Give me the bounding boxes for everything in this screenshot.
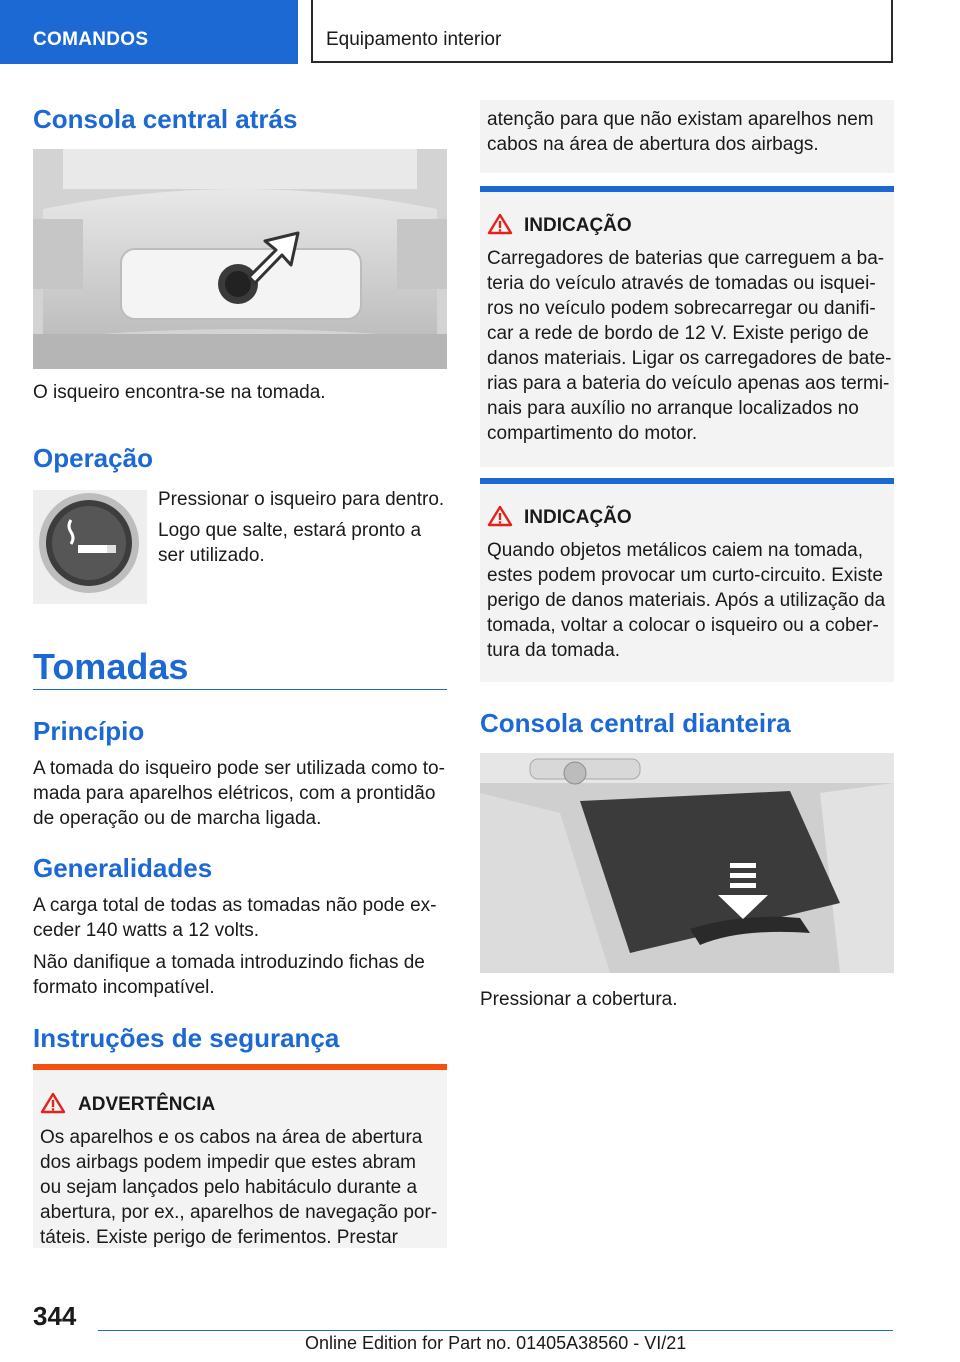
header-section-label: COMANDOS — [33, 29, 149, 50]
rear-console-image — [33, 149, 447, 369]
general-text2-1: Não danifique a tomada introduzindo fichas de — [33, 952, 425, 973]
warning-text-3: ou sejam lançados pelo habitáculo durante a — [40, 1177, 418, 1198]
principle-text-3: de operação ou de marcha ligada. — [33, 808, 322, 829]
note1-text-1: Carregadores de baterias que carreguem a ba- — [487, 248, 885, 269]
header-section-tab — [0, 0, 298, 64]
operation-line2a: Logo que salte, estará pronto a — [158, 520, 422, 541]
note1-text-7: nais para auxílio no arranque localizados no — [487, 398, 859, 419]
principle-heading: Princípio — [33, 716, 145, 746]
note2-triangle-icon — [487, 505, 513, 527]
operation-line2b: ser utilizado. — [158, 545, 265, 566]
note2-title: INDICAÇÃO — [524, 507, 632, 528]
note2-text-5: tura da tomada. — [487, 640, 621, 661]
note1-text-6: rias para a bateria do veículo apenas aos termi- — [487, 373, 890, 394]
note1-text-2: teria do veículo através de tomadas ou isquei- — [487, 273, 876, 294]
principle-text-2: mada para aparelhos elétricos, com a prontidão — [33, 783, 436, 804]
footer-edition: Online Edition for Part no. 01405A38560 - VI/21 — [305, 1333, 687, 1353]
note2-text-4: tomada, voltar a colocar o isqueiro ou a cober- — [487, 615, 879, 636]
warning-text-4: abertura, por ex., aparelhos de navegação por- — [40, 1202, 438, 1223]
note1-text-8: compartimento do motor. — [487, 423, 698, 444]
warning-text-5: táteis. Existe perigo de ferimentos. Prestar — [40, 1227, 398, 1248]
footer-rule — [98, 1330, 893, 1331]
sockets-title: Tomadas — [33, 646, 189, 687]
rear-console-heading: Consola central atrás — [33, 104, 298, 134]
note1-triangle-icon — [487, 213, 513, 235]
warning-text-1: Os aparelhos e os cabos na área de abertura — [40, 1127, 423, 1148]
general-text2-2: formato incompatível. — [33, 977, 215, 998]
note1-text-3: ros no veículo podem sobrecarregar ou danifi- — [487, 298, 876, 319]
page-number: 344 — [33, 1301, 77, 1331]
rear-console-caption: O isqueiro encontra-se na tomada. — [33, 382, 326, 403]
front-console-heading: Consola central dianteira — [480, 708, 791, 738]
general-heading: Generalidades — [33, 853, 213, 883]
general-text1-1: A carga total de todas as tomadas não pode ex- — [33, 895, 437, 916]
warning-cont-1: atenção para que não existam aparelhos nem — [487, 109, 874, 130]
warning-title: ADVERTÊNCIA — [78, 1094, 216, 1115]
front-console-image — [480, 753, 894, 973]
note1-text-5: danos materiais. Ligar os carregadores de bate- — [487, 348, 892, 369]
note2-text-3: perigo de danos materiais. Após a utilização da — [487, 590, 886, 611]
note2-text-2: estes podem provocar um curto-circuito. Existe — [487, 565, 883, 586]
lighter-image — [33, 490, 147, 604]
header-chapter-box — [311, 0, 893, 63]
safety-heading: Instruções de segurança — [33, 1023, 340, 1053]
warning-text-2: dos airbags podem impedir que estes abram — [40, 1152, 416, 1173]
note1-title: INDICAÇÃO — [524, 215, 632, 236]
general-text1-2: ceder 140 watts a 12 volts. — [33, 920, 260, 941]
operation-heading: Operação — [33, 443, 153, 473]
operation-line1: Pressionar o isqueiro para dentro. — [158, 489, 445, 510]
sockets-title-rule — [33, 689, 447, 690]
principle-text-1: A tomada do isqueiro pode ser utilizada como to- — [33, 758, 445, 779]
warning-cont-2: cabos na área de abertura dos airbags. — [487, 134, 819, 155]
front-console-illustration — [480, 753, 894, 973]
note1-text-4: car a rede de bordo de 12 V. Existe perigo de — [487, 323, 869, 344]
note2-text-1: Quando objetos metálicos caiem na tomada, — [487, 540, 863, 561]
front-console-caption: Pressionar a cobertura. — [480, 989, 678, 1010]
header-chapter-label: Equipamento interior — [326, 29, 502, 50]
warning-triangle-icon — [40, 1092, 66, 1114]
lighter-icon — [33, 490, 147, 604]
rear-console-illustration — [33, 149, 447, 369]
